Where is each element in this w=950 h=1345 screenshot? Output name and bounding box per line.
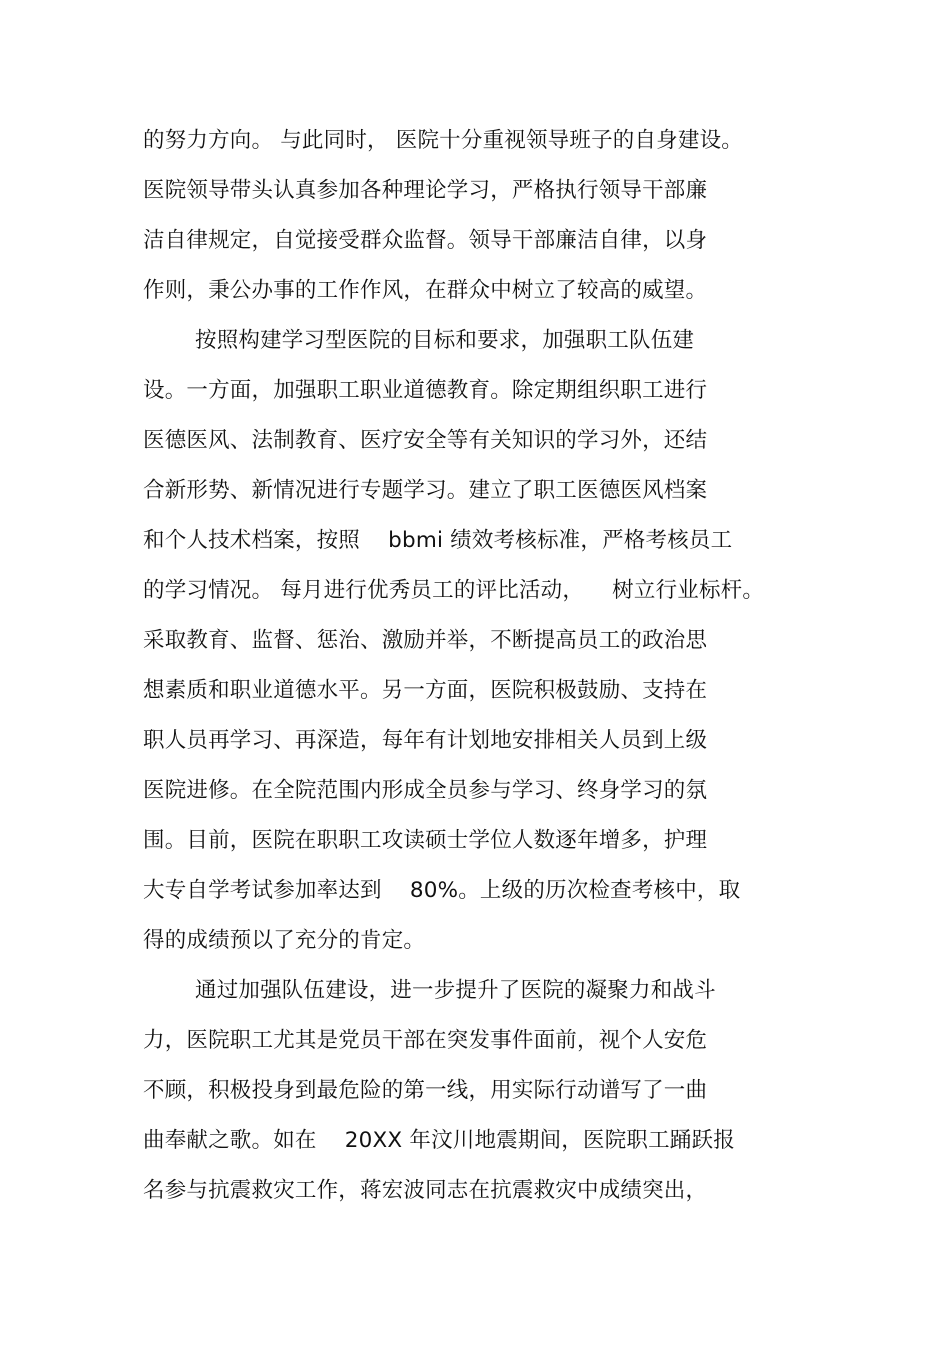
text-line: 曲奉献之歌。如在 20XX 年汶川地震期间，医院职工踊跃报 <box>143 1128 735 1153</box>
text-line: 得的成绩预以了充分的肯定。 <box>143 928 426 953</box>
text-line: 职人员再学习、再深造，每年有计划地安排相关人员到上级 <box>143 728 708 753</box>
text-line: 洁自律规定，自觉接受群众监督。领导干部廉洁自律，以身 <box>143 228 708 253</box>
text-line: 大专自学考试参加率达到 80%。上级的历次检查考核中，取 <box>143 878 741 903</box>
text-line: 想素质和职业道德水平。另一方面，医院积极鼓励、支持在 <box>143 678 708 703</box>
paragraph-first-line: 通过加强队伍建设，进一步提升了医院的凝聚力和战斗 <box>195 978 716 1003</box>
text-line: 和个人技术档案，按照 bbmi 绩效考核标准，严格考核员工 <box>143 528 733 553</box>
text-line: 医院进修。在全院范围内形成全员参与学习、终身学习的氛 <box>143 778 708 803</box>
text-line: 医德医风、法制教育、医疗安全等有关知识的学习外，还结 <box>143 428 708 453</box>
text-line: 的努力方向。 与此同时， 医院十分重视领导班子的自身建设。 <box>143 128 743 153</box>
text-line: 医院领导带头认真参加各种理论学习，严格执行领导干部廉 <box>143 178 708 203</box>
text-line: 围。目前，医院在职职工攻读硕士学位人数逐年增多，护理 <box>143 828 708 853</box>
text-line: 合新形势、新情况进行专题学习。建立了职工医德医风档案 <box>143 478 708 503</box>
text-line: 设。一方面，加强职工职业道德教育。除定期组织职工进行 <box>143 378 708 403</box>
text-line: 名参与抗震救灾工作，蒋宏波同志在抗震救灾中成绩突出， <box>143 1178 708 1203</box>
text-line: 作则，秉公办事的工作作风，在群众中树立了较高的威望。 <box>143 278 708 303</box>
paragraph-first-line: 按照构建学习型医院的目标和要求，加强职工队伍建 <box>195 328 695 353</box>
text-line: 不顾，积极投身到最危险的第一线，用实际行动谱写了一曲 <box>143 1078 708 1103</box>
text-line: 的学习情况。 每月进行优秀员工的评比活动， 树立行业标杆。 <box>143 578 765 603</box>
text-line: 采取教育、监督、惩治、激励并举，不断提高员工的政治思 <box>143 628 708 653</box>
text-line: 力，医院职工尤其是党员干部在突发事件面前，视个人安危 <box>143 1028 708 1053</box>
